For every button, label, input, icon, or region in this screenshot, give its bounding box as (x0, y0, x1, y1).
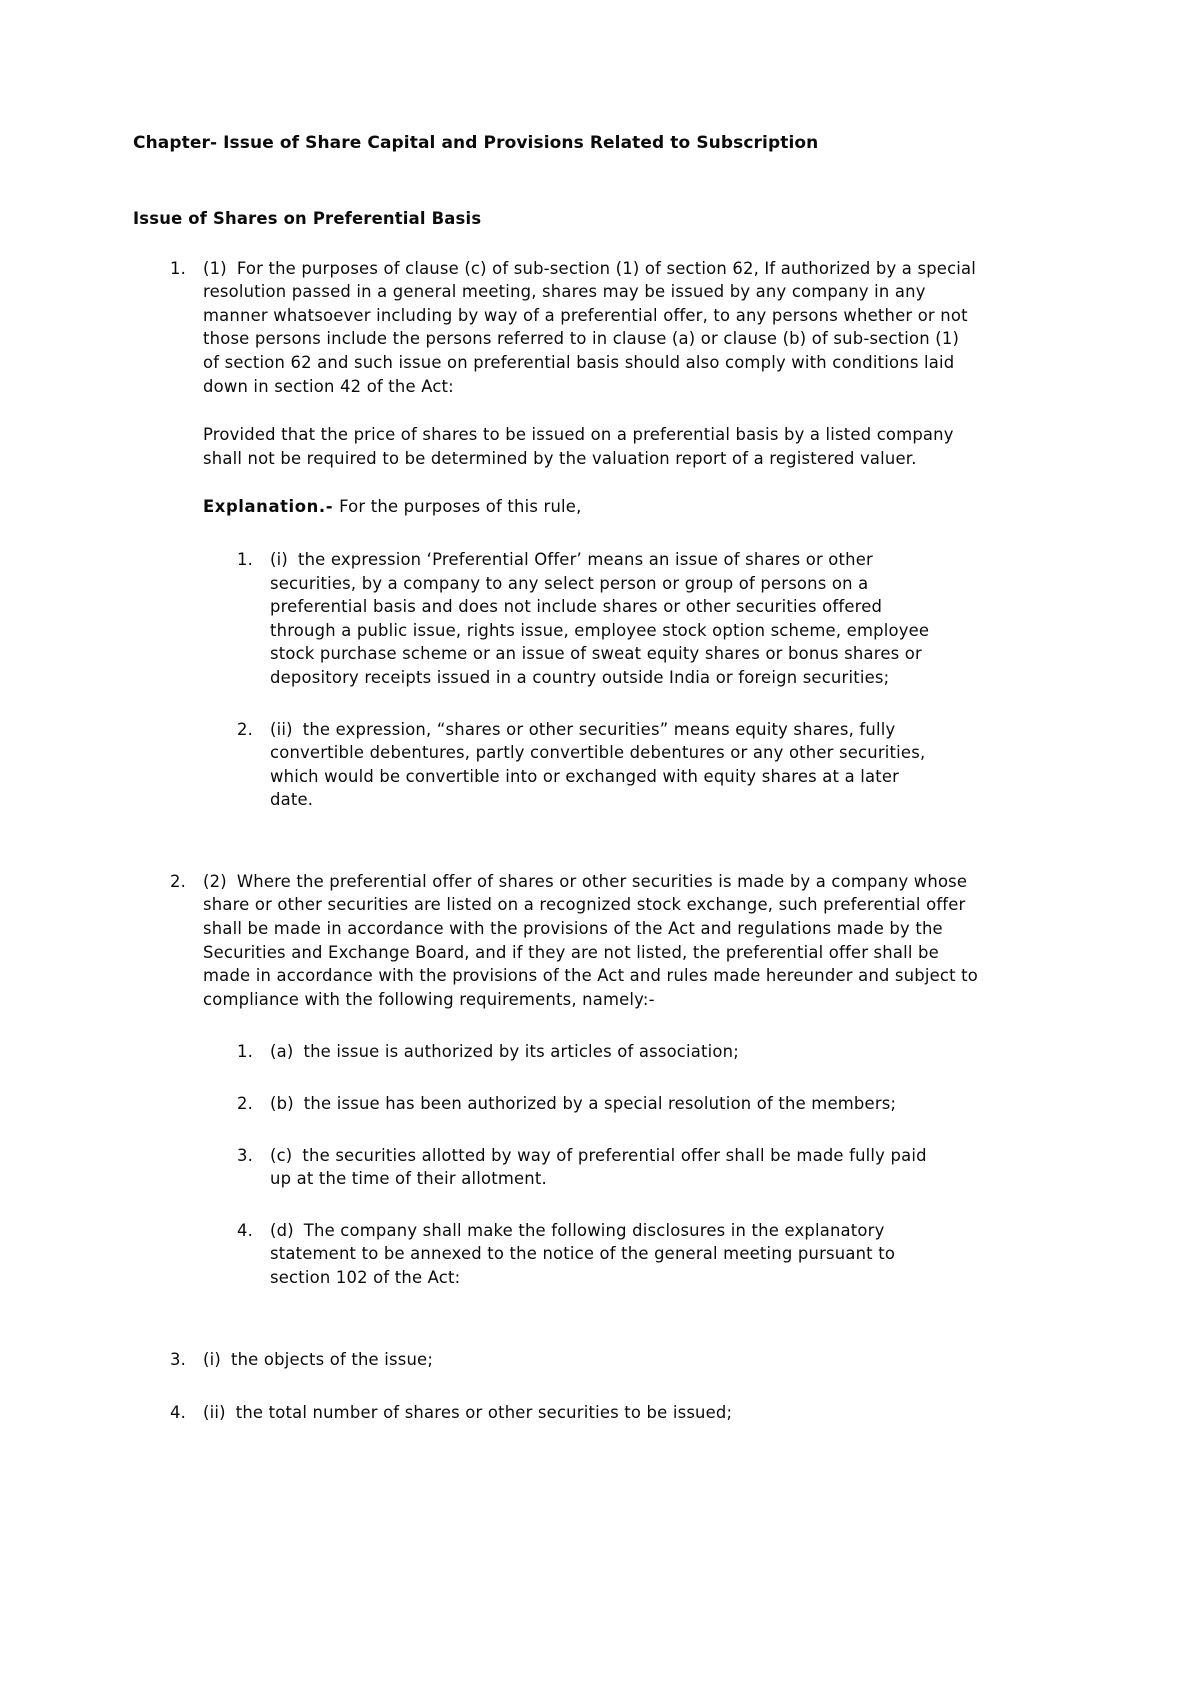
rule-1-paragraph (203, 257, 978, 399)
clause-label: (1) (203, 258, 227, 278)
clause-d-text: The company shall make the following disclosures in the explanatory statement to be annexed to the notice of the general meeting pursuant to section 102 of the Act: (270, 1220, 896, 1287)
list-item-body (270, 1092, 896, 1116)
sublist-item-a (237, 1040, 978, 1064)
explanation-paragraph (203, 495, 978, 519)
clause-label: (ii) (203, 1403, 226, 1423)
chapter-title: Chapter- Issue of Share Capital and Provisions Related to Subscription (133, 133, 819, 153)
clause-a-paragraph (270, 1040, 739, 1064)
list-item-4 (170, 1401, 1070, 1425)
list-marker: 4. (237, 1220, 254, 1240)
clause-label: (ii) (270, 719, 293, 739)
list-marker: 4. (170, 1403, 187, 1423)
list-item-body (270, 1144, 942, 1191)
list-item-body (203, 1401, 732, 1425)
list-marker: 1. (237, 549, 254, 569)
clause-label: (i) (270, 549, 288, 569)
explanation-sublist (203, 548, 978, 812)
sublist-item-c (237, 1144, 978, 1191)
disclosure-i-text: the objects of the issue; (230, 1349, 434, 1369)
list-item-body (270, 1219, 942, 1290)
rule-2-text: Where the preferential offer of shares or other securities is made by a company whose share or other securities are listed on a recognized stock exchange, such preferential offer shall be made in accordance with the provisions of the Act and regulations made by the Securities and Exchange Board, and if they are not listed, the preferential offer shall be made in accordance with the provisions of the Act and rules made hereunder and subject to compliance with the following requirements, namely:- (203, 871, 978, 1009)
disclosure-ii-text: the total number of shares or other securities to be issued; (235, 1403, 733, 1423)
list-item-body (270, 1040, 739, 1064)
sublist-item-i (237, 548, 978, 690)
clause-ii-text: the expression, “shares or other securities” means equity shares, fully convertible debentures, partly convertible debentures or any other securities, which would be convertible into or exchanged with equity shares at a later date. (270, 719, 926, 810)
clause-label: (i) (203, 1349, 221, 1369)
list-marker: 2. (237, 1094, 254, 1114)
list-marker: 1. (237, 1042, 254, 1062)
clause-a-text: the issue is authorized by its articles of association; (303, 1042, 739, 1062)
clause-label: (2) (203, 871, 227, 891)
clause-c-text: the securities allotted by way of preferential offer shall be made fully paid up at the time of their allotment. (270, 1145, 927, 1189)
sublist-item-b (237, 1092, 978, 1116)
clause-label: (a) (270, 1042, 294, 1062)
clause-i-text: the expression ‘Preferential Offer’ means an issue of shares or other securities, by a company to any select person or group of persons on a preferential basis and does not include shares or other securities offered through a public issue, rights issue, employee stock option scheme, employee stock purchase scheme or an issue of sweat equity shares or bonus shares or depository receipts issued in a country outside India or foreign securities; (270, 549, 930, 687)
clause-label: (c) (270, 1145, 293, 1165)
list-marker: 2. (170, 871, 187, 891)
requirements-sublist (203, 1040, 978, 1289)
disclosure-i-paragraph (203, 1348, 433, 1372)
sublist-item-ii (237, 718, 978, 812)
list-marker: 3. (237, 1145, 254, 1165)
clause-d-paragraph (270, 1219, 942, 1290)
list-item-1 (170, 257, 1070, 840)
clause-b-paragraph (270, 1092, 896, 1116)
clause-c-paragraph (270, 1144, 942, 1191)
list-item-3 (170, 1348, 1070, 1372)
clause-label: (d) (270, 1220, 294, 1240)
list-item-body (270, 548, 942, 690)
list-item-2 (170, 870, 1070, 1318)
proviso-paragraph: Provided that the price of shares to be issued on a preferential basis by a listed company shall not be required to be determined by the valuation report of a registered valuer. (203, 425, 954, 468)
rule-1-text: For the purposes of clause (c) of sub-section (1) of section 62, If authorized by a special resolution passed in a general meeting, shares may be issued by any company in any manner whatsoever including by way of a preferential offer, to any persons whether or not those persons include the persons referred to in clause (a) or clause (b) of sub-section (1) of section 62 and such issue on preferential basis should also comply with conditions laid down in section 42 of the Act: (203, 258, 977, 396)
disclosure-ii-paragraph (203, 1401, 732, 1425)
explanation-label: Explanation.- (203, 497, 334, 517)
clause-ii-paragraph (270, 718, 942, 812)
sublist-item-d (237, 1219, 978, 1290)
list-marker: 3. (170, 1349, 187, 1369)
list-marker: 2. (237, 719, 254, 739)
explanation-text: For the purposes of this rule, (339, 497, 582, 517)
clause-b-text: the issue has been authorized by a special resolution of the members; (303, 1094, 897, 1114)
list-item-body (203, 1348, 433, 1372)
list-marker: 1. (170, 258, 187, 278)
list-item-body (203, 257, 978, 840)
list-item-body (270, 718, 942, 812)
clause-i-paragraph (270, 548, 942, 690)
list-item-body (203, 870, 978, 1318)
main-ordered-list (133, 257, 1070, 1425)
section-heading: Issue of Shares on Preferential Basis (133, 209, 482, 228)
clause-label: (b) (270, 1094, 294, 1114)
rule-2-paragraph (203, 870, 978, 1012)
